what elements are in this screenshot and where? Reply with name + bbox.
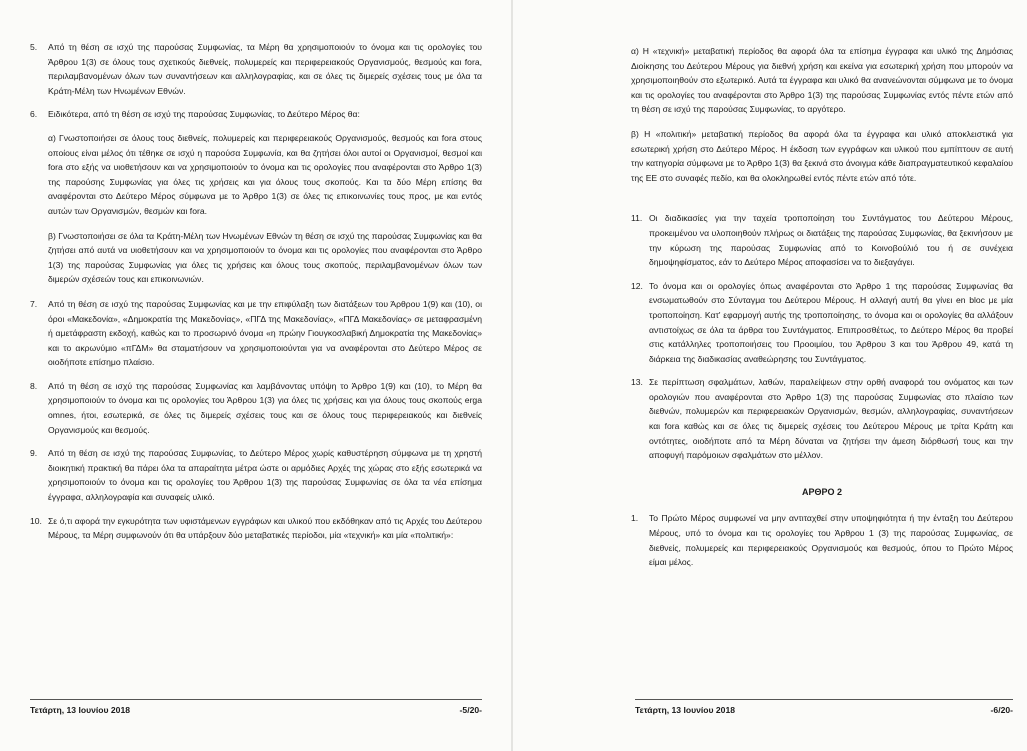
paragraph-text: Το Πρώτο Μέρος συμφωνεί να μην αντιταχθεί στην υποψηφιότητα ή την ένταξη του Δεύτερου Μέρους, υπό το όνομα και τις ορολογίες του Άρθρου 1 (3) της παρούσας Συμφωνίας, σε διεθνείς, πολυμερείς και περιφερειακούς Οργανισμούς και θεσμούς, όπου το Πρώτο Μέρος είμαι μέλος.: [649, 513, 1013, 568]
page-right: [513, 0, 1027, 751]
footer-divider: [30, 699, 482, 700]
subparagraph-a: α) Γνωστοποιήσει σε όλους τους διεθνείς, πολυμερείς και περιφερειακούς Οργανισμούς, θεσμούς και fora στους οποίους είναι μέλος ότι τέθηκε σε ισχύ η παρούσα Συμφωνία, και θα ζητήσει όλοι αυτοί οι Οργανισμοί, θεσμοί και fora στο εξής να υιοθετήσουν και να χρησιμοποιούν το όνομα και τις ορολογίες που αναφέρονται στο Άρθρο 1(3) της παρούσης Συμφωνίας για όλες τις χρήσεις και για όλους τους σκοπούς. Και τα δύο Μέρη επίσης θα αναφέρονται στο Δεύτερο Μέρος σύμφωνα με το Άρθρο 1(3) σε όλες τις επικοινωνίες τους προς, με και εντός αυτών των Οργανισμών, θεσμών και fora.: [48, 132, 482, 216]
page-number: -6/20-: [990, 705, 1013, 715]
paragraph-text: Σε ό,τι αφορά την εγκυρότητα των υφιστάμενων εγγράφων και υλικού που εκδόθηκαν από τις Αρχές του Δεύτερου Μέρους, τα Μέρη συμφωνούν ότι θα υπάρξουν δύο μεταβατικές περίοδοι, μία «τεχνική» και μία «πολιτική»:: [48, 515, 482, 541]
paragraph-7: [30, 297, 482, 370]
paragraph-number: 12.: [631, 280, 643, 291]
paragraph-number: 1.: [631, 513, 639, 524]
paragraph-text: Από τη θέση σε ισχύ της παρούσας Συμφωνίας, τα Μέρη θα χρησιμοποιούν το όνομα και τις ορολογίες του Άρθρου 1(3) σε όλους τους σχετικούς διεθνείς, πολυμερείς και περιφερειακούς Οργανισμούς, θεσμούς και fora, περιλαμβανομένων όλων των συναντήσεων και αλληλογραφίας, και σε όλες τις διμερείς σχέσεις τους με όλα τα Κράτη-Μέλη των Ηνωμένων Εθνών.: [48, 42, 482, 96]
paragraph-number: 10.: [30, 515, 42, 526]
paragraph-text: Οι διαδικασίες για την ταχεία τροποποίηση του Συντάγματος του Δεύτερου Μέρους, προκειμένου να υλοποιηθούν πλήρως οι διατάξεις της παρούσας Συμφωνίας, θα ξεκινήσουν με την κύρωση της παρούσας Συμφωνίας από το Κοινοβούλιό του ή σε συνέχεια δημοψηφίσματος, εάν το Δεύτερο Μέρος αποφασίσει να το διεξαγάγει.: [649, 213, 1013, 268]
paragraph-text: Το όνομα και οι ορολογίες όπως αναφέρονται στο Άρθρο 1 της παρούσας Συμφωνίας θα ενσωματωθούν στο Σύνταγμα του Δεύτερου Μέρους. Η αλλαγή αυτή θα γίνει en bloc με μία τροποποίηση. Κατ' εφαρμογή αυτής της τροποποίησης, το όνομα και οι ορολογίες θα αλλάξουν αντιστοίχως σε όλα τα άρθρα του Συντάγματος. Επιπροσθέτως, το Δεύτερο Μέρος θα προβεί στις κατάλληλες τροποποιήσεις του Προοιμίου, του Άρθρου 3 και του Άρθρου 49, κατά τη διάρκεια της διαδικασίας αναθεώρησης του Συντάγματος.: [649, 280, 1013, 364]
subparagraph-b: β) Η «πολιτική» μεταβατική περίοδος θα αφορά όλα τα έγγραφα και υλικό αποκλειστικά για εσωτερική χρήση στο Δεύτερο Μέρος. Η έκδοση των εγγράφων και υλικού που εμπίπτουν σε αυτή την κατηγορία σύμφωνα με το Άρθρο 1(3) θα ξεκινά στο άνοιγμα κάθε διαπραγματευτικού κεφαλαίου της ΕΕ στο συναφές πεδίο, και θα ολοκληρωθεί εντός πέντε ετών από τότε.: [631, 128, 1013, 183]
footer-date: Τετάρτη, 13 Ιουνίου 2018: [30, 705, 131, 715]
subparagraph-b: β) Γνωστοποιήσει σε όλα τα Κράτη-Μέλη των Ηνωμένων Εθνών τη θέση σε ισχύ της παρούσας Συμφωνίας και θα ζητήσει από αυτά να υιοθετήσουν και να χρησιμοποιούν το όνομα και τις ορολογίες που αναφέρονται στο Άρθρο 1(3) της παρούσας Συμφωνίας για όλες τις χρήσεις και όλους τους σκοπούς, περιλαμβανομένων όλων των διμερών σχέσεών τους και επικοινωνιών.: [48, 230, 482, 285]
paragraph-10: [30, 514, 482, 543]
paragraph-number: 6.: [30, 109, 38, 120]
page-footer: [30, 699, 482, 715]
footer-row: [30, 705, 482, 715]
paragraph-9: [30, 446, 482, 504]
subparagraph-a: α) Η «τεχνική» μεταβατική περίοδος θα αφορά όλα τα επίσημα έγγραφα και υλικό της Δημόσιας Διοίκησης του Δεύτερου Μέρους για διεθνή χρήση και εκείνα για εσωτερική χρήση που μπορούν να χρησιμοποιηθούν στο εξωτερικό. Αυτά τα έγγραφα και υλικό θα ανανεώνονται σύμφωνα με το όνομα και τις ορολογίες του αναφέρονται στο Άρθρο 1(3) της παρούσας Συμφωνίας εντός πέντε ετών από τη θέση σε ισχύ της παρούσας Συμφωνίας, το αργότερο.: [631, 46, 1013, 115]
paragraph-number: 8.: [30, 380, 38, 391]
paragraph-text: Από τη θέση σε ισχύ της παρούσας Συμφωνίας και λαμβάνοντας υπόψη το Άρθρο 1(9) και (10), το Μέρη θα χρησιμοποιούν το όνομα και τις ορολογίες του Άρθρου 1(3) για όλες τις χρήσεις και για όλους τους σκοπούς erga omnes, ήτοι, εσωτερικά, σε όλες τις διμερείς σχέσεις τους και σε όλους τους περιφερειακούς και διεθνείς Οργανισμούς και θεσμούς.: [48, 380, 482, 435]
paragraph-13: [631, 375, 1013, 463]
article-2-paragraph-1: [631, 511, 1013, 569]
article-heading: ΑΡΘΡΟ 2: [801, 486, 842, 497]
paragraph-8: [30, 379, 482, 437]
paragraph-text: Από τη θέση σε ισχύ της παρούσας Συμφωνίας και με την επιφύλαξη των διατάξεων του Άρθρου 1(9) και (10), οι όροι «Μακεδονία», «Δημοκρατία της Μακεδονίας», «ΠΓΔ της Μακεδονίας», «ΠΓΔ Μακεδονίας» σε μεταφρασμένη ή αμετάφραστη εκδοχή, καθώς και το προσωρινό όνομα «η πρώην Γιουγκοσλαβική Δημοκρατία της Μακεδονίας» και το ακρωνύμιο «πΓΔΜ» θα σταματήσουν να χρησιμοποιούνται για να αναφέρονται στο Δεύτερο Μέρος σε οιοδήποτε επίσημο πλαίσιο.: [48, 298, 482, 368]
footer-divider: [635, 699, 1013, 700]
paragraph-text: Από τη θέση σε ισχύ της παρούσας Συμφωνίας, το Δεύτερο Μέρος χωρίς καθυστέρηση σύμφωνα με τη χρηστή διοικητική πρακτική θα πάρει όλα τα απαραίτητα μέτρα ώστε οι αρμόδιες Αρχές της χώρας στο εξής εσωτερικά να χρησιμοποιούν το όνομα και τις ορολογίες του Άρθρου 1(3) της παρούσας Συμφωνίας σε όλα τα νέα επίσημα έγγραφα, αλληλογραφία και συναφείς υλικό.: [48, 448, 482, 503]
page-left: [0, 0, 512, 751]
footer-date: Τετάρτη, 13 Ιουνίου 2018: [635, 705, 736, 715]
paragraph-number: 9.: [30, 448, 38, 459]
paragraph-number: 7.: [30, 298, 38, 309]
page-right-content: [631, 38, 1013, 579]
page-number: -5/20-: [459, 705, 482, 715]
paragraph-text: Σε περίπτωση σφαλμάτων, λαθών, παραλείψεων στην ορθή αναφορά του ονόματος και των ορολογιών που αναφέρονται στο Άρθρο 1(3) της παρούσας Συμφωνίας στο πλαίσιο των διεθνών, πολυμερών και περιφερειακών Οργανισμών, θεσμών, αλληλογραφίας, συναντήσεων και fora καθώς και σε όλες τις διμερείς σχέσεις του Δεύτερου Μέρους με τρίτα Κράτη και οντότητες, οιοδήποτε από τα Μέρη δύναται να ζητήσει την άμεση διόρθωσή τους και την αποφυγή παρόμοιων σφαλμάτων στο μέλλον.: [649, 377, 1013, 461]
paragraph-number: 11.: [631, 213, 643, 224]
paragraph-number: 5.: [30, 42, 38, 52]
paragraph-11: [631, 211, 1013, 269]
page-footer: [635, 699, 1013, 715]
paragraph-number: 13.: [631, 377, 643, 388]
page-left-content: [30, 40, 482, 552]
paragraph-5: [30, 40, 482, 98]
paragraph-6: [30, 107, 482, 122]
paragraph-12: [631, 279, 1013, 367]
footer-row: [635, 705, 1013, 715]
paragraph-text: Ειδικότερα, από τη θέση σε ισχύ της παρούσας Συμφωνίας, το Δεύτερο Μέρος θα:: [48, 109, 360, 120]
